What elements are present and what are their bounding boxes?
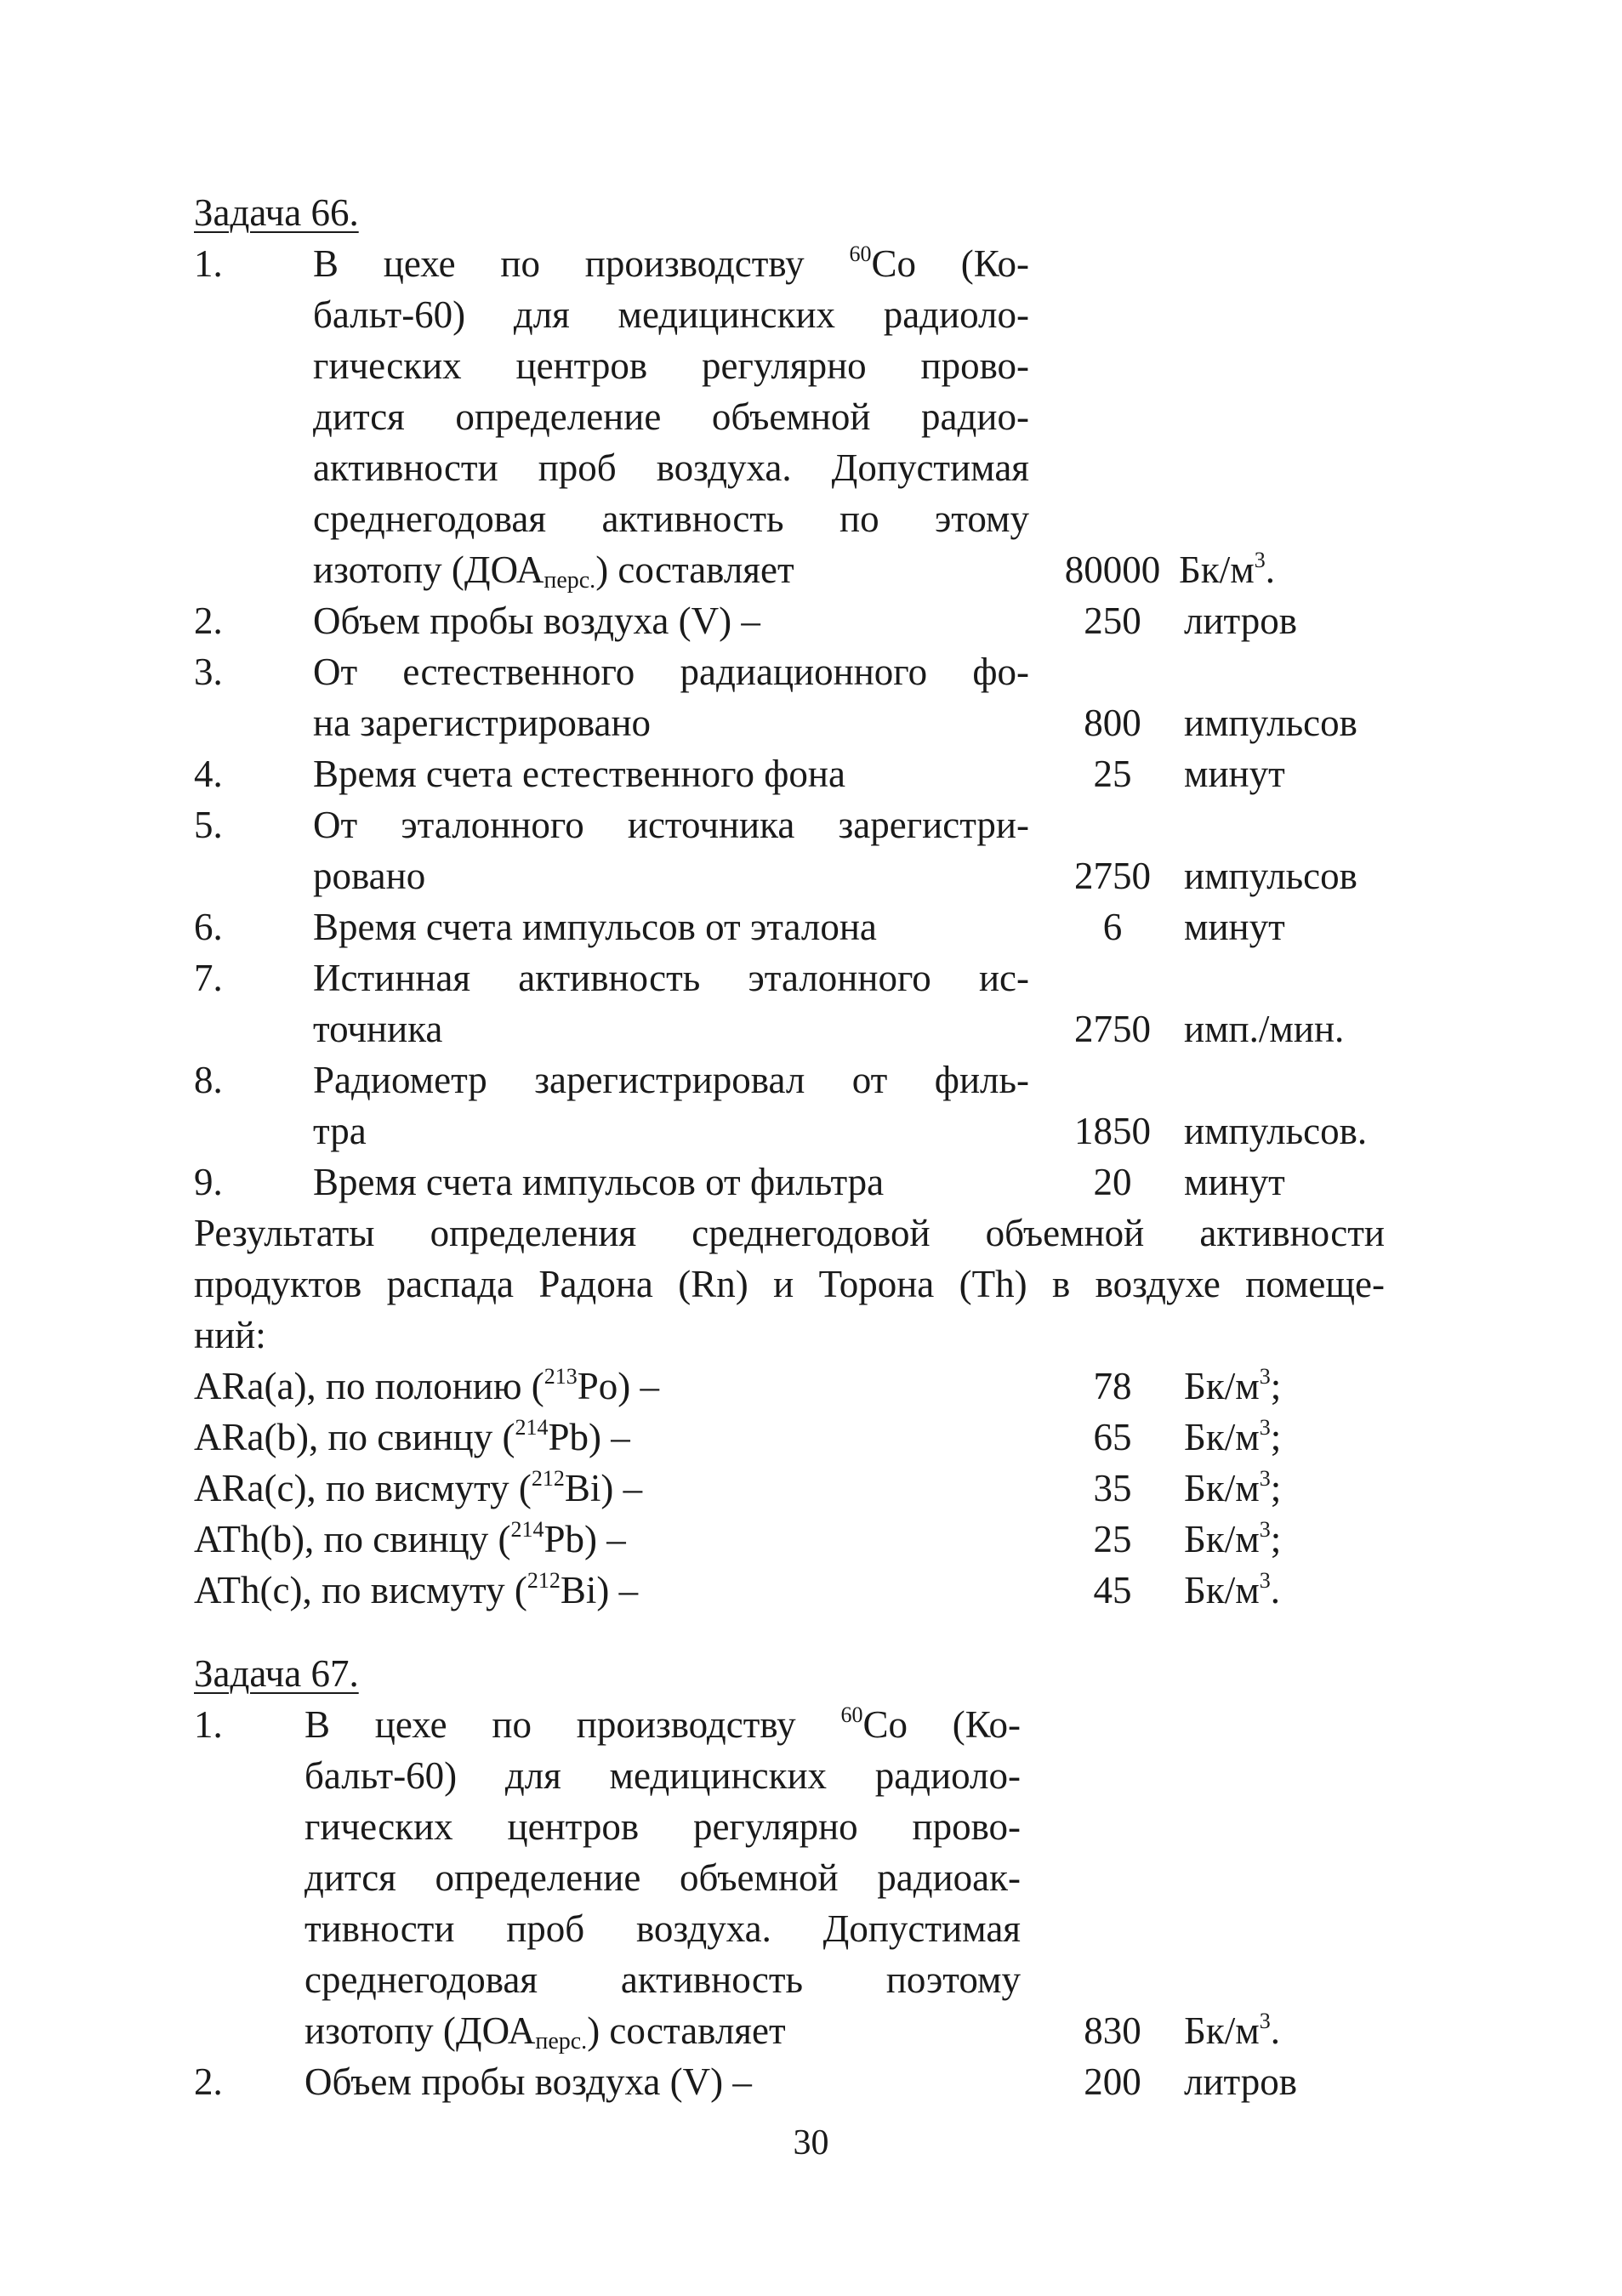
item-number: 6. bbox=[194, 906, 223, 948]
isotope-mass: 60 bbox=[849, 242, 872, 266]
item-text bbox=[313, 238, 1029, 595]
item-unit bbox=[1179, 544, 1275, 595]
item-value: 830 bbox=[1084, 2009, 1141, 2052]
item-number: 7. bbox=[194, 957, 223, 999]
text-fragment: ATh(c), по висмуту ( bbox=[194, 1569, 527, 1611]
item-unit: импульсов bbox=[1184, 702, 1357, 744]
unit-superscript: 3 bbox=[1259, 1517, 1271, 1542]
page-number: 30 bbox=[793, 2123, 829, 2162]
item-text: Объем пробы воздуха (V) – bbox=[304, 2060, 752, 2103]
unit-text: Бк/м bbox=[1184, 1467, 1260, 1509]
text-line: среднегодовая активность по этому bbox=[313, 497, 1029, 540]
unit-superscript: 3 bbox=[1259, 1364, 1271, 1389]
text-fragment: ARa(c), по висмуту ( bbox=[194, 1467, 532, 1509]
activity-unit bbox=[1184, 1565, 1280, 1616]
text-line: дится определение объемной радиоак- bbox=[304, 1856, 1021, 1899]
text-line bbox=[304, 2005, 1021, 2056]
item-unit bbox=[1184, 2005, 1280, 2056]
activity-unit bbox=[1184, 1361, 1281, 1412]
activity-label bbox=[194, 1463, 642, 1514]
text-fragment: Pb) – bbox=[544, 1518, 626, 1560]
activity-label bbox=[194, 1412, 630, 1463]
unit-tail: ; bbox=[1270, 1467, 1282, 1509]
text-line: тивности проб воздуха. Допустимая bbox=[304, 1907, 1021, 1950]
text-line: ний: bbox=[194, 1314, 266, 1356]
text-line: Радиометр зарегистрировал от филь- bbox=[313, 1059, 1029, 1101]
unit-text: Бк/м bbox=[1179, 548, 1255, 591]
text-line: В цехе по производству bbox=[304, 1703, 796, 1746]
item-value: 200 bbox=[1084, 2060, 1141, 2103]
activity-unit bbox=[1184, 1514, 1281, 1565]
activity-value: 78 bbox=[1093, 1365, 1132, 1407]
unit-superscript: 3 bbox=[1259, 2009, 1271, 2033]
unit-tail: ; bbox=[1270, 1416, 1282, 1458]
text-line: бальт-60) для медицинских радиоло- bbox=[304, 1754, 1021, 1797]
item-number: 5. bbox=[194, 804, 223, 846]
unit-tail: . bbox=[1265, 548, 1275, 591]
unit-tail: . bbox=[1270, 2009, 1280, 2052]
item-unit: литров bbox=[1184, 2060, 1298, 2103]
unit-superscript: 3 bbox=[1259, 1466, 1271, 1491]
item-value: 25 bbox=[1093, 753, 1132, 795]
isotope-mass: 213 bbox=[544, 1364, 578, 1389]
activity-unit bbox=[1184, 1463, 1281, 1514]
text-line: тра bbox=[313, 1110, 367, 1152]
text-line: дится определение объемной радио- bbox=[313, 395, 1029, 438]
unit-tail: . bbox=[1270, 1569, 1280, 1611]
item-number: 9. bbox=[194, 1161, 223, 1203]
text-line: активности проб воздуха. Допустимая bbox=[313, 446, 1029, 489]
text-line: Со (Ко- bbox=[871, 242, 1029, 285]
text-line bbox=[313, 544, 1029, 595]
item-value: 6 bbox=[1102, 906, 1123, 948]
item-text: Время счета импульсов от эталона bbox=[313, 906, 877, 948]
activity-label bbox=[194, 1361, 659, 1412]
text-fragment: Po) – bbox=[577, 1365, 659, 1407]
isotope-mass: 214 bbox=[510, 1517, 544, 1542]
item-unit: импульсов. bbox=[1184, 1110, 1368, 1152]
item-text bbox=[313, 1054, 1029, 1157]
text-line: на зарегистрировано bbox=[313, 702, 652, 744]
text-fragment: Pb) – bbox=[548, 1416, 630, 1458]
text-line: бальт-60) для медицинских радиоло- bbox=[313, 293, 1029, 336]
activity-row bbox=[0, 1361, 1622, 1412]
task-67-title: Задача 67. bbox=[194, 1652, 359, 1695]
text-line: От естественного радиационного фо- bbox=[313, 651, 1029, 693]
item-text bbox=[304, 1699, 1021, 2056]
activity-label bbox=[194, 1514, 626, 1565]
unit-tail: ; bbox=[1270, 1518, 1282, 1560]
text-fragment: ARa(b), по свинцу ( bbox=[194, 1416, 515, 1458]
activity-row bbox=[0, 1565, 1622, 1616]
activity-value: 25 bbox=[1093, 1518, 1132, 1560]
item-text bbox=[313, 799, 1029, 901]
text-fragment: изотопу (ДОА bbox=[313, 548, 544, 591]
unit-tail: ; bbox=[1270, 1365, 1282, 1407]
activity-row bbox=[0, 1412, 1622, 1463]
text-fragment: ) составляет bbox=[595, 548, 794, 591]
item-unit: литров bbox=[1184, 600, 1298, 642]
activity-row bbox=[0, 1514, 1622, 1565]
activity-label bbox=[194, 1565, 638, 1616]
activity-row bbox=[0, 1463, 1622, 1514]
item-value: 1850 bbox=[1074, 1110, 1151, 1152]
task-66-title: Задача 66. bbox=[194, 191, 359, 234]
item-number: 1. bbox=[194, 242, 223, 285]
item-number: 2. bbox=[194, 600, 223, 642]
text-line: ровано bbox=[313, 855, 426, 897]
item-value: 800 bbox=[1084, 702, 1141, 744]
unit-text: Бк/м bbox=[1184, 1569, 1260, 1611]
item-text bbox=[313, 646, 1029, 748]
unit-text: Бк/м bbox=[1184, 2009, 1260, 2052]
item-number: 1. bbox=[194, 1703, 223, 1746]
item-number: 3. bbox=[194, 651, 223, 693]
item-value: 80000 bbox=[1064, 548, 1161, 591]
item-unit: минут bbox=[1184, 753, 1285, 795]
activity-value: 35 bbox=[1093, 1467, 1132, 1509]
text-line: продуктов распада Радона (Rn) и Торона (Th) в воздухе помеще- bbox=[194, 1263, 1385, 1305]
item-unit: минут bbox=[1184, 1161, 1285, 1203]
text-fragment: Bi) – bbox=[564, 1467, 643, 1509]
text-fragment: ) составляет bbox=[587, 2009, 786, 2052]
item-value: 20 bbox=[1093, 1161, 1132, 1203]
text-line: гических центров регулярно прово- bbox=[304, 1805, 1021, 1848]
text-line: точника bbox=[313, 1008, 443, 1050]
text-fragment: ATh(b), по свинцу ( bbox=[194, 1518, 511, 1560]
text-line: гических центров регулярно прово- bbox=[313, 344, 1029, 387]
subscript: перс. bbox=[544, 567, 596, 594]
isotope-mass: 212 bbox=[531, 1466, 565, 1491]
activity-value: 45 bbox=[1093, 1569, 1132, 1611]
isotope-mass: 212 bbox=[526, 1568, 561, 1593]
unit-text: Бк/м bbox=[1184, 1365, 1260, 1407]
text-fragment: ARa(a), по полонию ( bbox=[194, 1365, 544, 1407]
item-number: 8. bbox=[194, 1059, 223, 1101]
item-value: 2750 bbox=[1074, 855, 1151, 897]
item-text: Время счета естественного фона bbox=[313, 753, 845, 795]
unit-text: Бк/м bbox=[1184, 1518, 1260, 1560]
item-unit: имп./мин. bbox=[1184, 1008, 1345, 1050]
item-text bbox=[313, 952, 1029, 1054]
unit-text: Бк/м bbox=[1184, 1416, 1260, 1458]
unit-superscript: 3 bbox=[1259, 1568, 1271, 1593]
item-value: 2750 bbox=[1074, 1008, 1151, 1050]
text-line: Со (Ко- bbox=[862, 1703, 1021, 1746]
isotope-mass: 60 bbox=[840, 1702, 863, 1727]
item-value: 250 bbox=[1084, 600, 1141, 642]
unit-superscript: 3 bbox=[1259, 1415, 1271, 1440]
unit-superscript: 3 bbox=[1254, 548, 1266, 572]
item-text: Время счета импульсов от фильтра bbox=[313, 1161, 885, 1203]
item-unit: минут bbox=[1184, 906, 1285, 948]
results-paragraph bbox=[194, 1208, 1385, 1361]
isotope-mass: 214 bbox=[515, 1415, 549, 1440]
subscript: перс. bbox=[535, 2028, 588, 2054]
text-line: Результаты определения среднегодовой объемной активности bbox=[194, 1212, 1385, 1254]
activity-unit bbox=[1184, 1412, 1281, 1463]
text-line: среднегодовая активность поэтому bbox=[304, 1958, 1021, 2001]
text-line: Истинная активность эталонного ис- bbox=[313, 957, 1029, 999]
text-line: От эталонного источника зарегистри- bbox=[313, 804, 1029, 846]
item-text: Объем пробы воздуха (V) – bbox=[313, 600, 760, 642]
item-unit: импульсов bbox=[1184, 855, 1357, 897]
activity-value: 65 bbox=[1093, 1416, 1132, 1458]
text-fragment: Bi) – bbox=[560, 1569, 639, 1611]
text-line: В цехе по производству bbox=[313, 242, 805, 285]
item-number: 4. bbox=[194, 753, 223, 795]
item-number: 2. bbox=[194, 2060, 223, 2103]
text-fragment: изотопу (ДОА bbox=[304, 2009, 536, 2052]
